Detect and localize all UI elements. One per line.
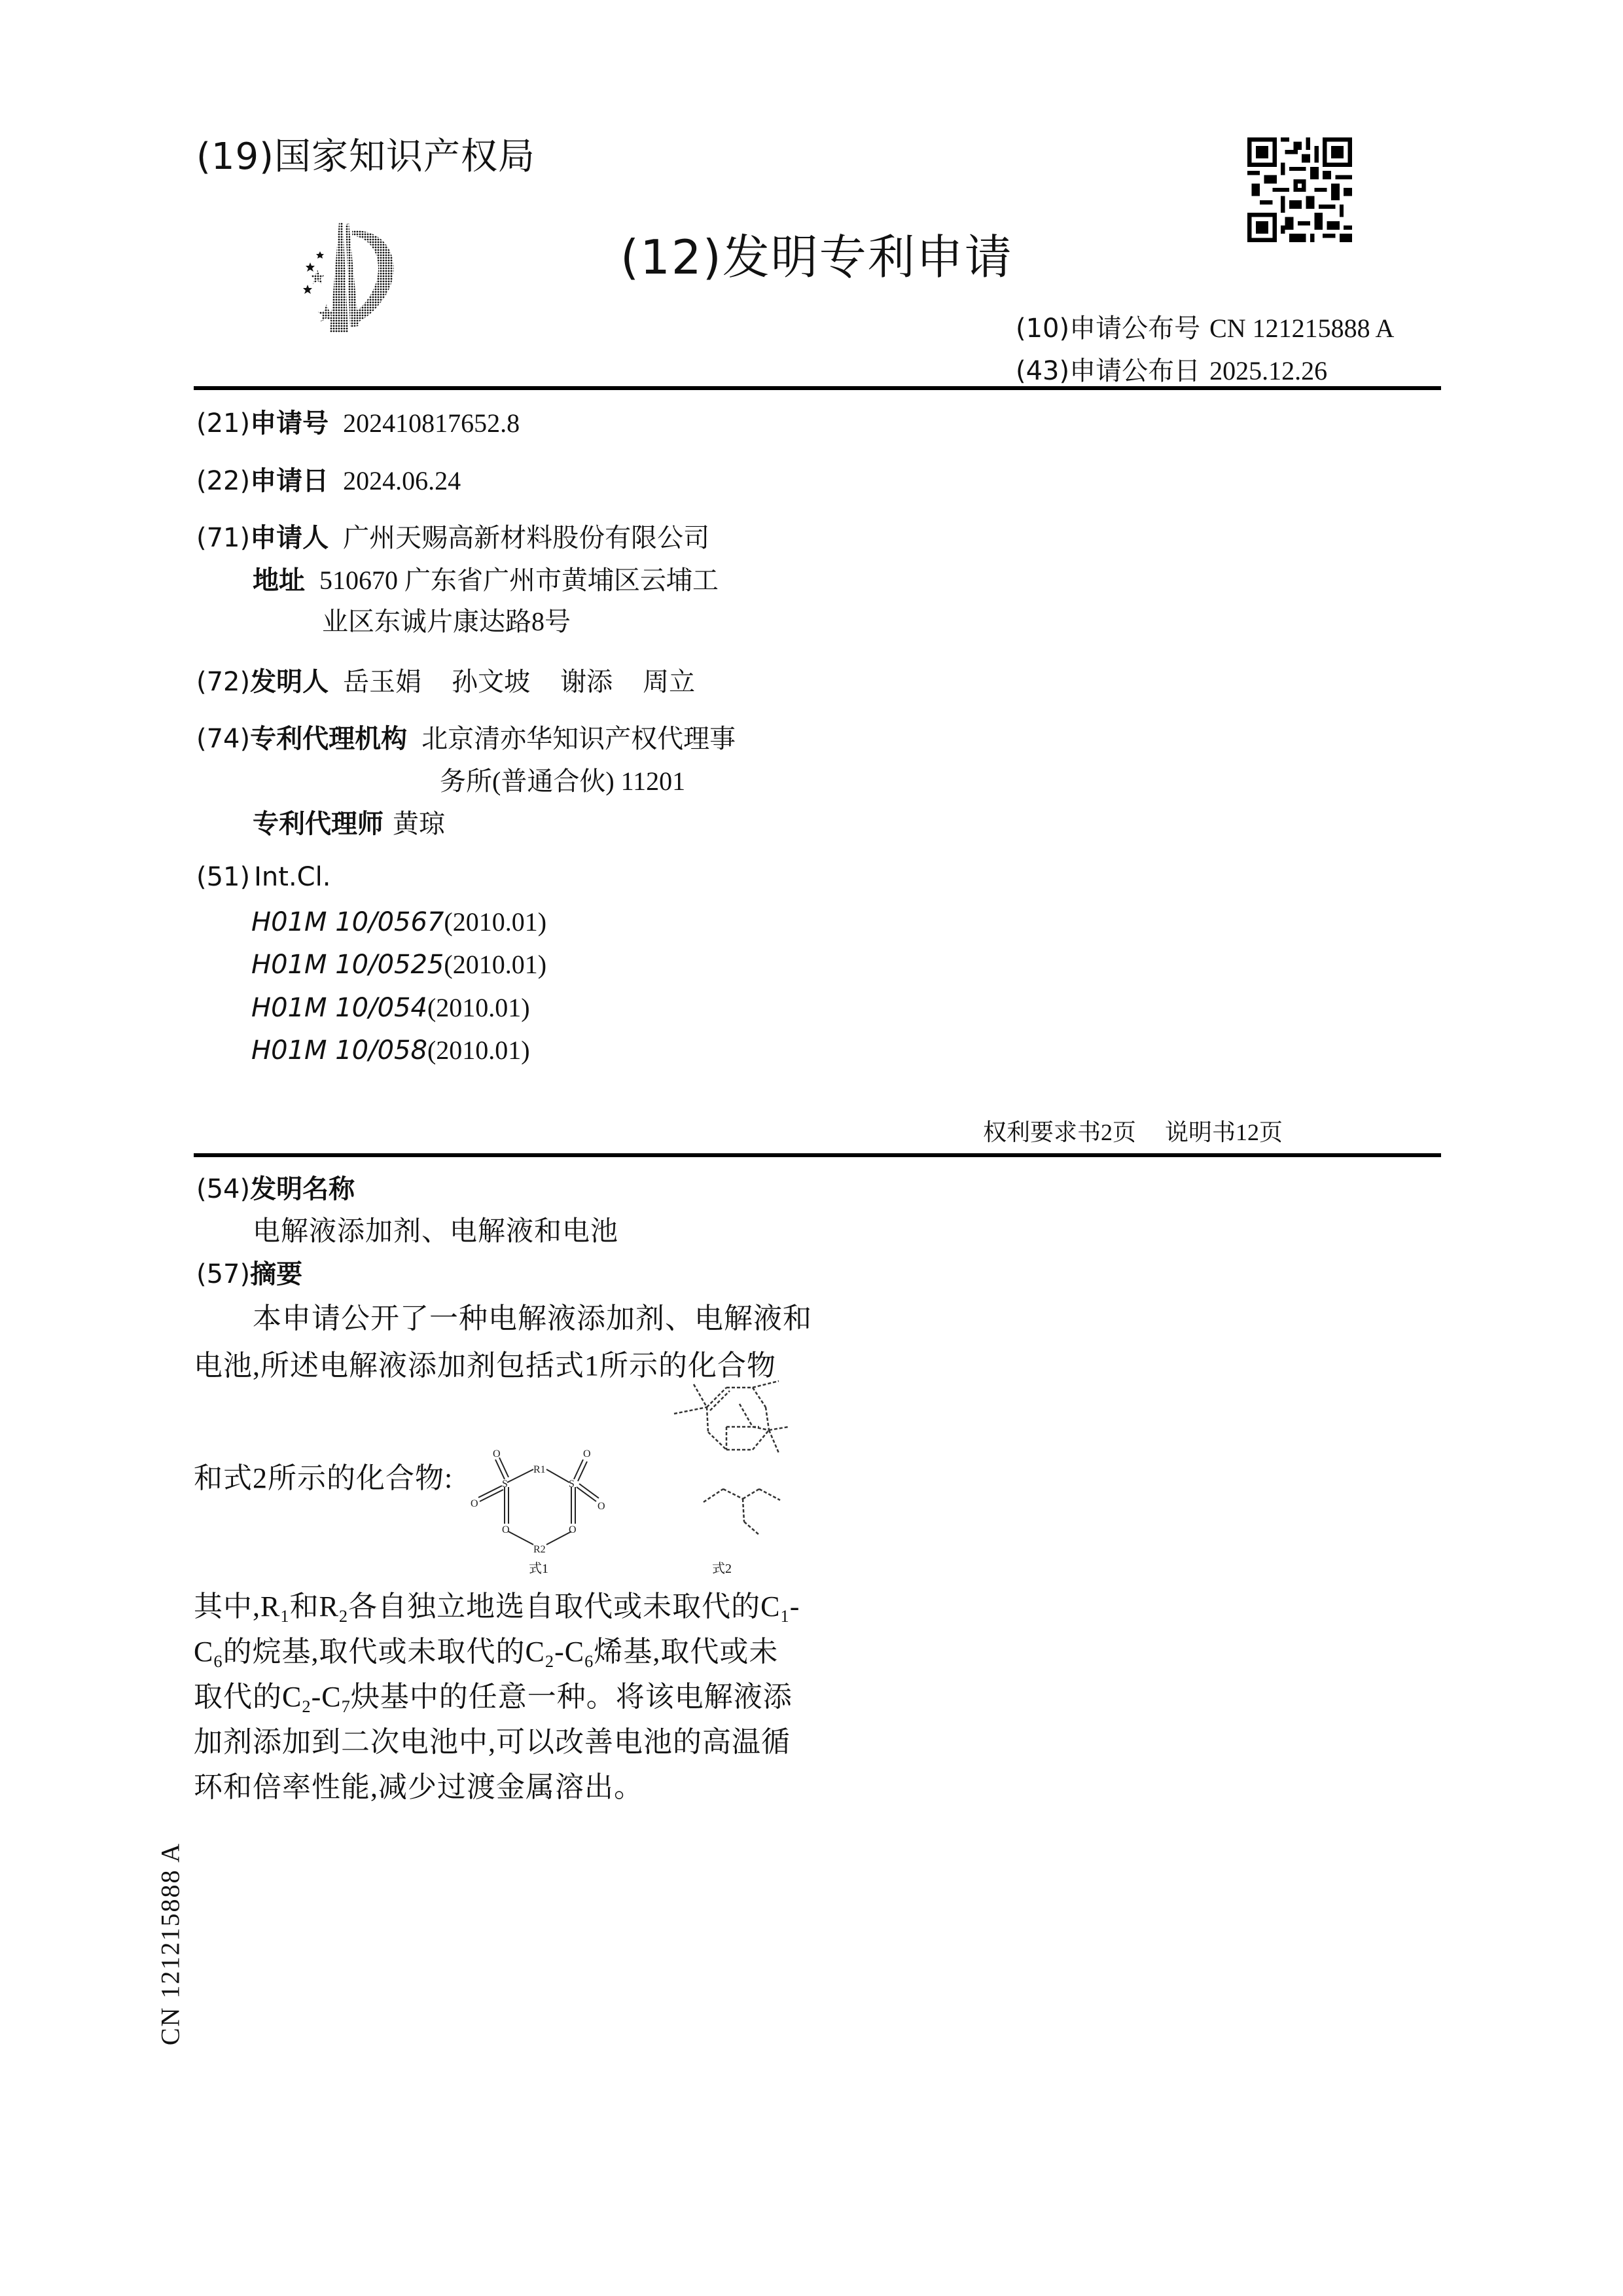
svg-text:S: S (569, 1479, 575, 1490)
publication-date-label: (43)申请公布日 (1016, 356, 1201, 386)
field-code: (71) (196, 523, 251, 553)
abstract-line: 其中$,R_1$和$R_2$各自独立地选自取代或未取代的$C_1-$ (194, 1590, 800, 1626)
field-code: (72) (196, 667, 251, 697)
header-divider (194, 386, 1441, 390)
int-cl-header (196, 862, 330, 892)
field-code: (54) (196, 1174, 251, 1204)
address-line-2-row (322, 601, 571, 638)
ipc-item (251, 949, 546, 980)
filing-date-label: 申请日 (250, 466, 329, 496)
field-code: (22) (196, 466, 251, 496)
address-line-1: 510670 广东省广州市黄埔区云埔工 (319, 565, 719, 595)
office-name: (19)国家知识产权局 (196, 135, 535, 178)
inventor-name: 周立 (643, 667, 696, 696)
ipc-class: H01M 10/0525 (251, 950, 444, 980)
formula-1-structure (461, 1446, 618, 1564)
formula-2-label: 式2 (712, 1562, 732, 1576)
address-line-2: 业区东诚片康达路8号 (322, 607, 571, 636)
application-number-value: 202410817652.8 (343, 408, 520, 438)
agency-line-1: 北京清亦华知识产权代理事 (421, 724, 736, 753)
filing-date-field (196, 460, 461, 497)
agency-line-2-row (440, 761, 685, 798)
inventor-name: 岳玉娟 (343, 667, 422, 696)
publication-number-label: (10)申请公布号 (1016, 314, 1201, 344)
svg-text:R1: R1 (533, 1464, 546, 1475)
formula-1-label: 式1 (529, 1562, 548, 1576)
abstract-line: 电池,所述电解液添加剂包括式1所示的化合物 (194, 1350, 776, 1382)
inventor-name: 孙文坡 (452, 667, 531, 696)
page-counts (983, 1114, 1283, 1147)
agency-field (196, 718, 736, 755)
section-divider (194, 1153, 1441, 1157)
ipc-version: (2010.01) (427, 1035, 530, 1065)
abstract-label: 摘要 (250, 1259, 303, 1289)
abstract-line: 取代的$C_2-C_7$炔基中的任意一种。将该电解液添 (194, 1681, 793, 1717)
abstract-line: $C_6$的烷基,取代或未取代的$C_2-C_6$烯基,取代或未 (194, 1636, 779, 1672)
address-label: 地址 (253, 565, 305, 596)
formula-2-structure (668, 1374, 798, 1551)
field-code: (21) (196, 408, 251, 439)
svg-text:O: O (502, 1524, 510, 1535)
inventors-label: 发明人 (250, 667, 329, 697)
ipc-item (251, 992, 530, 1023)
int-cl-label: Int.Cl. (254, 862, 331, 892)
application-number-label: 申请号 (250, 408, 329, 439)
ipc-version: (2010.01) (427, 993, 530, 1022)
application-number-field (196, 403, 520, 440)
agency-label: 专利代理机构 (250, 724, 408, 754)
svg-text:R2: R2 (533, 1544, 546, 1555)
applicant-label: 申请人 (250, 523, 329, 553)
ipc-class: H01M 10/054 (251, 993, 427, 1023)
agent-field (253, 803, 445, 840)
agency-line-2: 务所(普通合伙) 11201 (440, 766, 686, 796)
svg-text:O: O (471, 1498, 478, 1509)
ipc-version: (2010.01) (444, 907, 547, 937)
svg-text:S: S (502, 1479, 508, 1490)
address-field (253, 560, 719, 597)
ipc-class: H01M 10/058 (251, 1035, 427, 1066)
svg-text:O: O (569, 1524, 577, 1535)
inventors-field (196, 661, 695, 698)
field-code: (51) (196, 862, 251, 892)
field-code: (74) (196, 724, 251, 754)
invention-title-label: 发明名称 (250, 1174, 355, 1204)
document-type-title: (12)发明专利申请 (620, 230, 1013, 285)
inventor-name: 谢添 (560, 667, 613, 696)
agent-label: 专利代理师 (253, 809, 383, 839)
abstract-line: 加剂添加到二次电池中,可以改善电池的高温循 (194, 1726, 791, 1758)
agent-value: 黄琼 (393, 809, 445, 838)
abstract-line: 和式2所示的化合物: (194, 1462, 454, 1494)
publication-number-row (1016, 308, 1394, 345)
svg-text:O: O (583, 1448, 591, 1460)
spine-publication-number (131, 1842, 209, 2046)
publication-date-value: 2025.12.26 (1209, 356, 1328, 386)
publication-number-value: CN 121215888 A (1209, 314, 1395, 343)
applicant-field (196, 517, 709, 554)
description-page-count: 说明书12页 (1165, 1119, 1283, 1145)
abstract-line: 环和倍率性能,减少过渡金属溶出。 (194, 1771, 643, 1803)
ipc-item (251, 1035, 530, 1066)
svg-text:O: O (493, 1448, 501, 1460)
qr-code-icon[interactable] (1247, 137, 1352, 242)
claims-page-count: 权利要求书2页 (983, 1119, 1137, 1145)
invention-title-header (196, 1168, 355, 1206)
spine-text: CN 121215888 A (155, 1842, 185, 2046)
publication-date-row (1016, 350, 1327, 387)
field-code: (57) (196, 1259, 251, 1289)
ipc-version: (2010.01) (444, 950, 547, 979)
abstract-header (196, 1253, 302, 1291)
invention-title: 电解液添加剂、电解液和电池 (253, 1217, 619, 1247)
abstract-line: 本申请公开了一种电解液添加剂、电解液和 (253, 1302, 812, 1335)
applicant-value: 广州天赐高新材料股份有限公司 (343, 523, 710, 552)
ipc-class: H01M 10/0567 (251, 907, 444, 937)
cnipa-logo-icon (262, 223, 438, 340)
filing-date-value: 2024.06.24 (343, 466, 461, 495)
svg-text:O: O (597, 1501, 605, 1512)
ipc-item (251, 906, 546, 937)
